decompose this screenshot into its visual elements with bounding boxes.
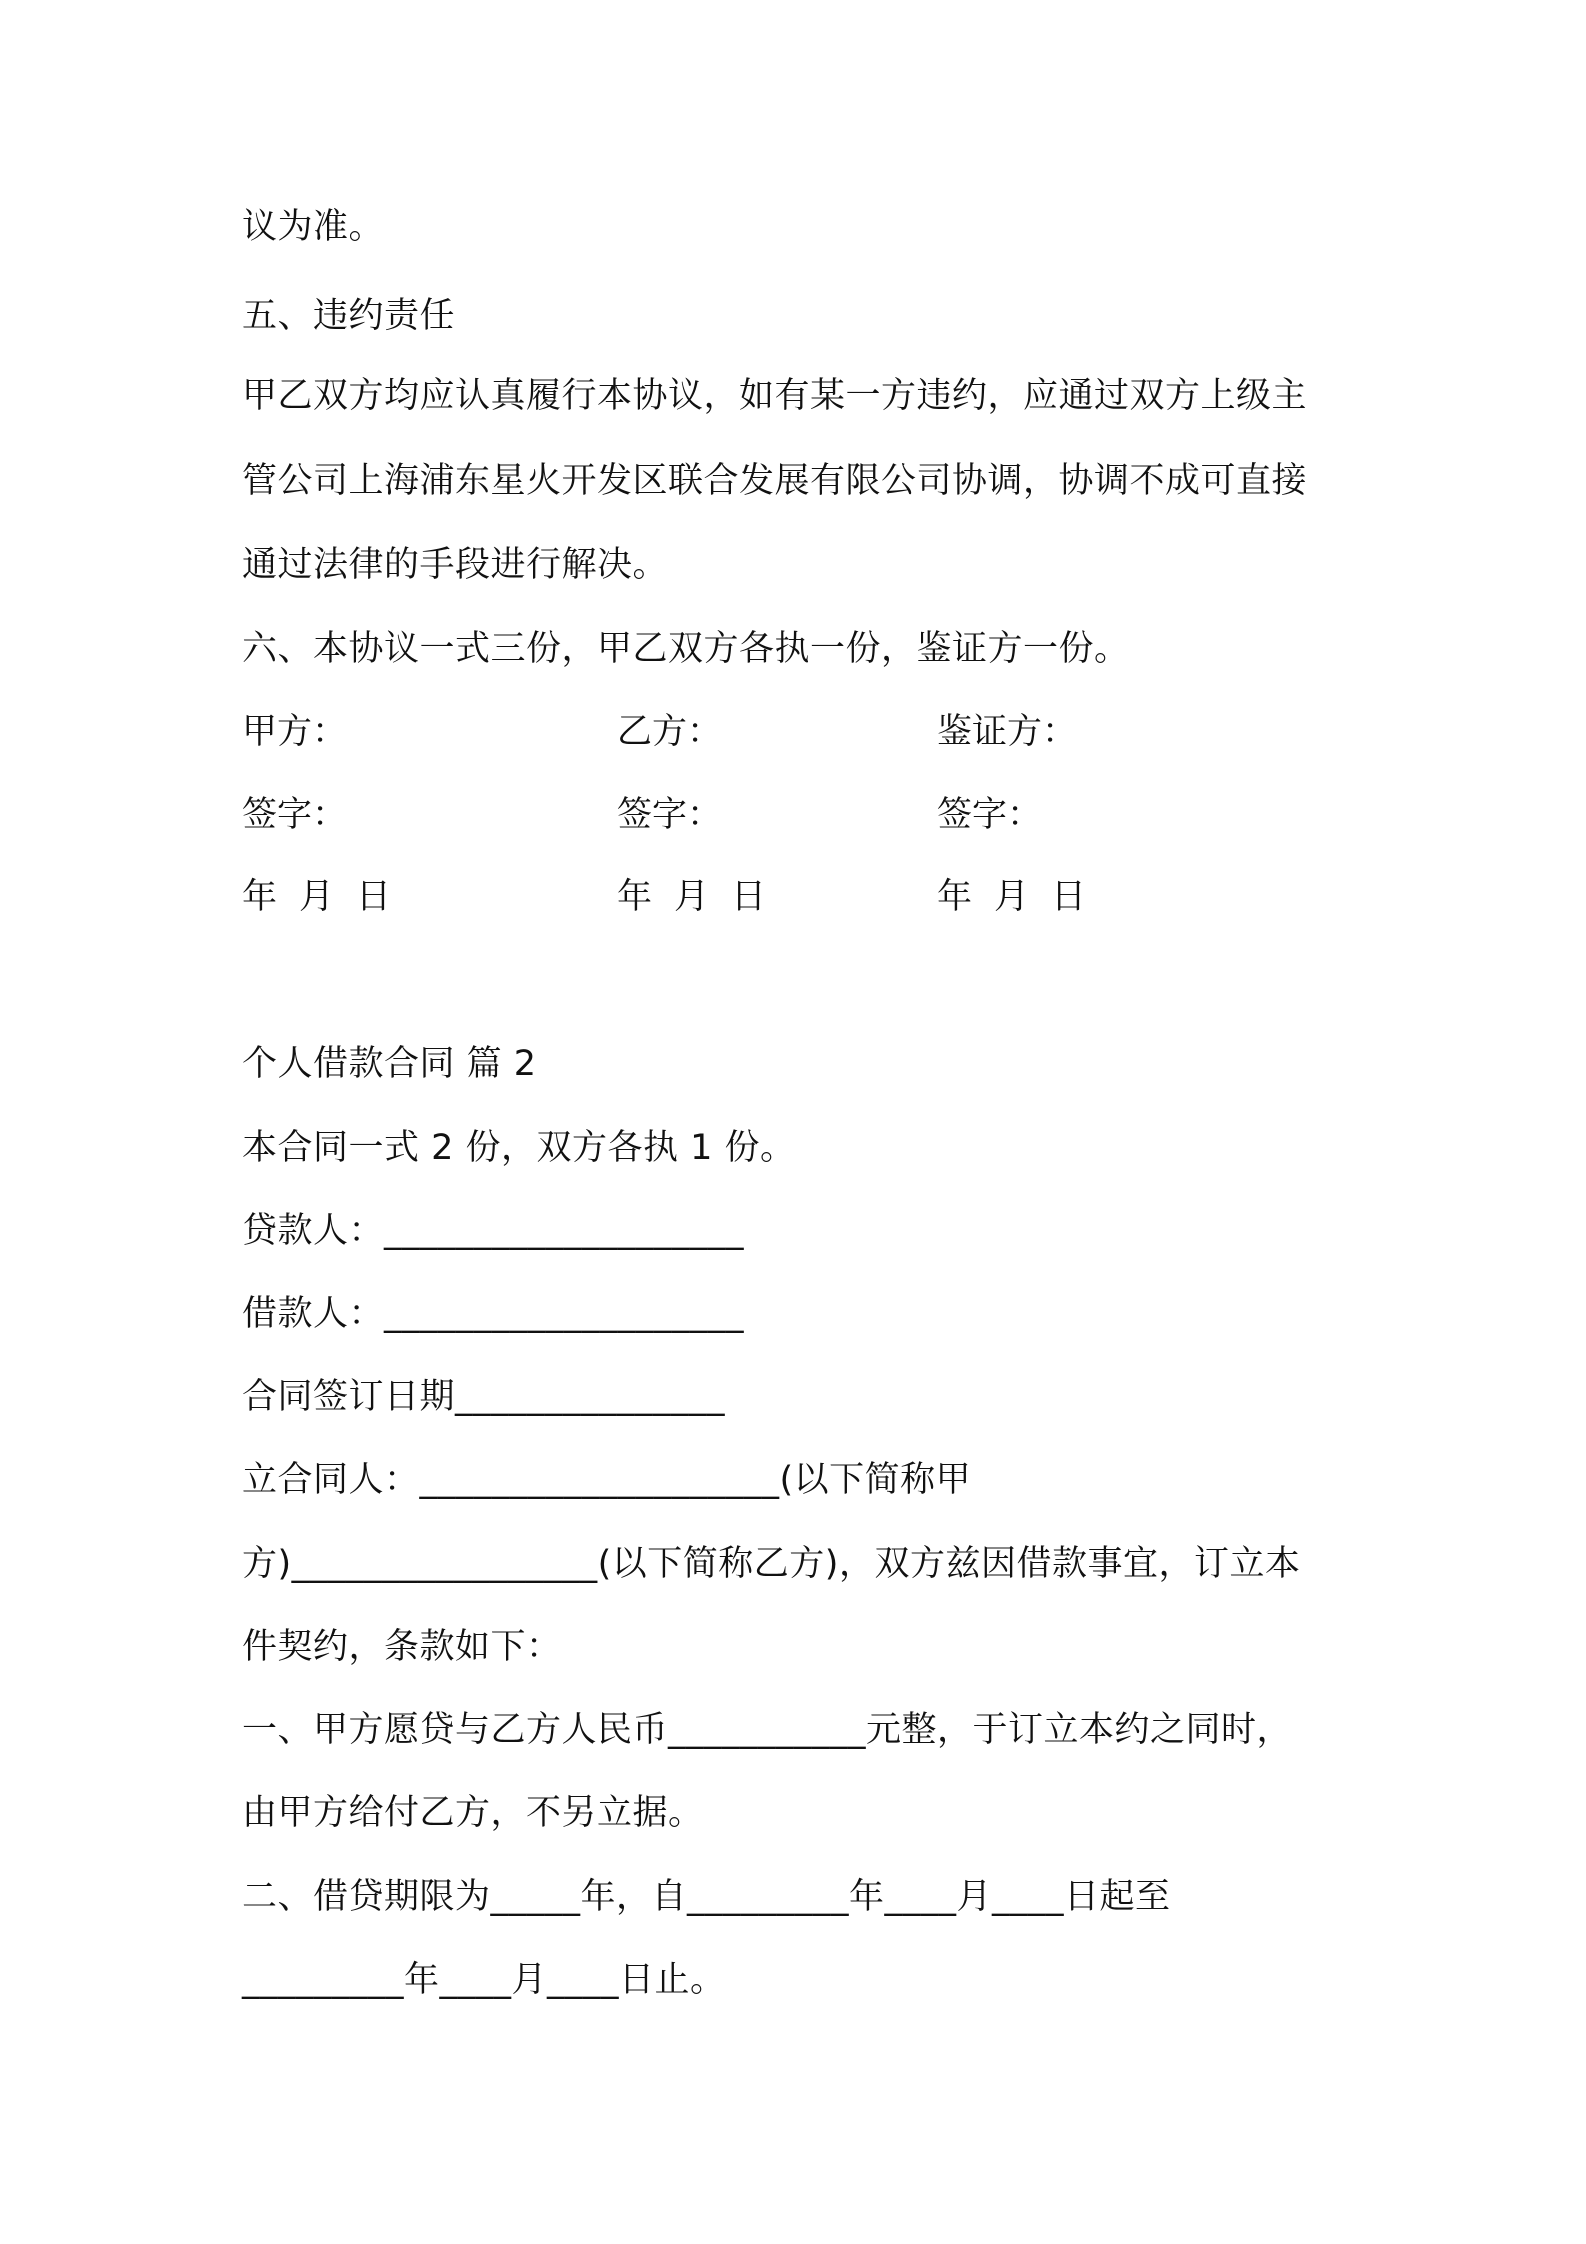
date-day: 日	[356, 877, 392, 917]
paragraph-continuation: 议为准。	[242, 207, 385, 247]
date-day: 日	[731, 877, 767, 917]
sign-date-field: 合同签订日期_______________	[242, 1377, 726, 1417]
copies-line: 本合同一式 2 份，双方各执 1 份。	[242, 1128, 796, 1168]
clause-2: 二、借贷期限为_____年，自_________年____月____日起至	[242, 1877, 1171, 1917]
sign-label-a: 签字：	[242, 795, 348, 835]
paragraph-line: 甲乙双方均应认真履行本协议，如有某一方违约，应通过双方上级主	[242, 376, 1308, 416]
clause-1: 一、甲方愿贷与乙方人民币___________元整，于订立本约之同时，	[242, 1710, 1293, 1750]
date-year: 年	[242, 877, 278, 917]
party-a-label: 甲方：	[242, 712, 348, 752]
paragraph-line: 管公司上海浦东星火开发区联合发展有限公司协调，协调不成可直接	[242, 461, 1308, 501]
witness-label: 鉴证方：	[937, 712, 1078, 752]
date-a	[242, 873, 413, 921]
paragraph-line: 通过法律的手段进行解决。	[242, 545, 669, 585]
heading-breach-liability: 五、违约责任	[242, 296, 456, 336]
date-month: 月	[299, 877, 335, 917]
lender-field: 贷款人：____________________	[242, 1211, 745, 1251]
date-month: 月	[674, 877, 710, 917]
sign-label-witness: 签字：	[937, 795, 1043, 835]
date-year: 年	[937, 877, 973, 917]
sign-label-b: 签字：	[617, 795, 723, 835]
borrower-field: 借款人：____________________	[242, 1294, 745, 1334]
parties-line: 方)_________________(以下简称乙方)，双方兹因借款事宜，订立本	[242, 1544, 1301, 1584]
item-copies: 六、本协议一式三份，甲乙双方各执一份，鉴证方一份。	[242, 629, 1130, 669]
date-month: 月	[994, 877, 1030, 917]
clause-1-cont: 由甲方给付乙方，不另立据。	[242, 1793, 704, 1833]
date-day: 日	[1051, 877, 1087, 917]
date-witness	[937, 873, 1108, 921]
date-b	[617, 873, 788, 921]
clause-2-cont: _________年____月____日止。	[242, 1960, 726, 2000]
date-year: 年	[617, 877, 653, 917]
party-b-label: 乙方：	[617, 712, 723, 752]
parties-line: 立合同人：____________________(以下简称甲	[242, 1460, 972, 1500]
contract-title: 个人借款合同 篇 2	[242, 1044, 537, 1084]
parties-line: 件契约，条款如下：	[242, 1627, 562, 1667]
